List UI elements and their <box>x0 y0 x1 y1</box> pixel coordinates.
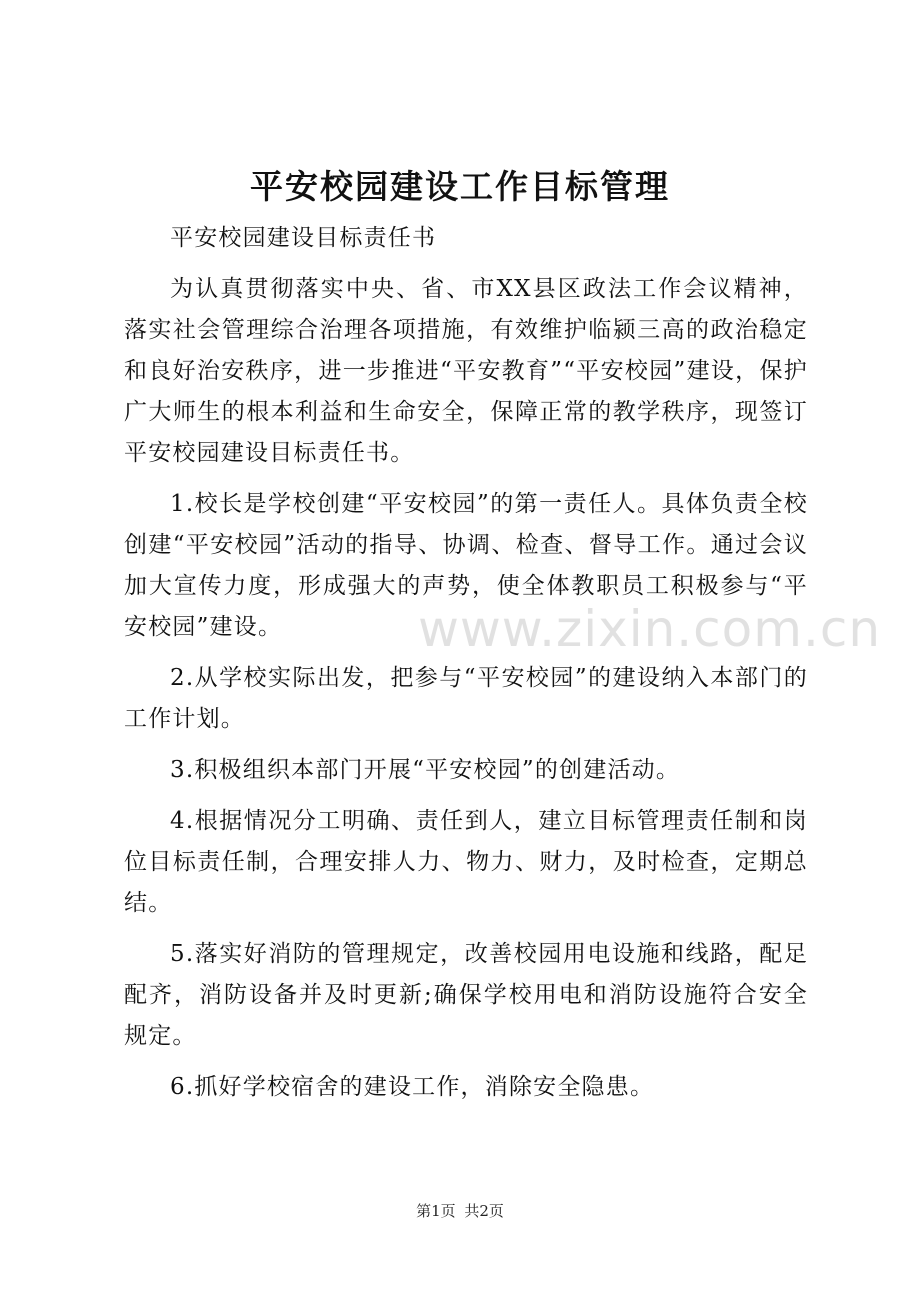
page-footer <box>0 1200 920 1221</box>
paragraph-item-1: 1.校长是学校创建“平安校园”的第一责任人。具体负责全校创建“平安校园”活动的指导、协调、检查、督导工作。通过会议加大宣传力度，形成强大的声势，使全体教职员工积极参与“平安校园”建设。 <box>124 491 808 640</box>
watermark: www.zixin.com.cn <box>418 600 882 658</box>
paragraph-subtitle: 平安校园建设目标责任书 <box>170 225 437 251</box>
document-title: 平安校园建设工作目标管理 <box>250 167 670 206</box>
paragraph-item-3: 3.积极组织本部门开展“平安校园”的创建活动。 <box>170 757 681 783</box>
page-number-current: 第1页 <box>416 1202 456 1220</box>
document-body <box>124 218 808 1118</box>
paragraph-item-6: 6.抓好学校宿舍的建设工作，消除安全隐患。 <box>170 1074 655 1100</box>
paragraph-item-4: 4.根据情况分工明确、责任到人，建立目标管理责任制和岗位目标责任制，合理安排人力、物力、财力，及时检查，定期总结。 <box>124 808 808 916</box>
paragraph-item-2: 2.从学校实际出发，把参与“平安校园”的建设纳入本部门的工作计划。 <box>124 665 808 732</box>
page-number-total: 共2页 <box>464 1202 504 1220</box>
paragraph-intro: 为认真贯彻落实中央、省、市XX县区政法工作会议精神，落实社会管理综合治理各项措施，有效维护临颍三高的政治稳定和良好治安秩序，进一步推进“平安教育”“平安校园”建设，保护广大师生的根本利益和生命安全，保障正常的教学秩序，现签订平安校园建设目标责任书。 <box>124 276 808 466</box>
paragraph-item-5: 5.落实好消防的管理规定，改善校园用电设施和线路，配足配齐，消防设备并及时更新;确保学校用电和消防设施符合安全规定。 <box>124 941 808 1049</box>
